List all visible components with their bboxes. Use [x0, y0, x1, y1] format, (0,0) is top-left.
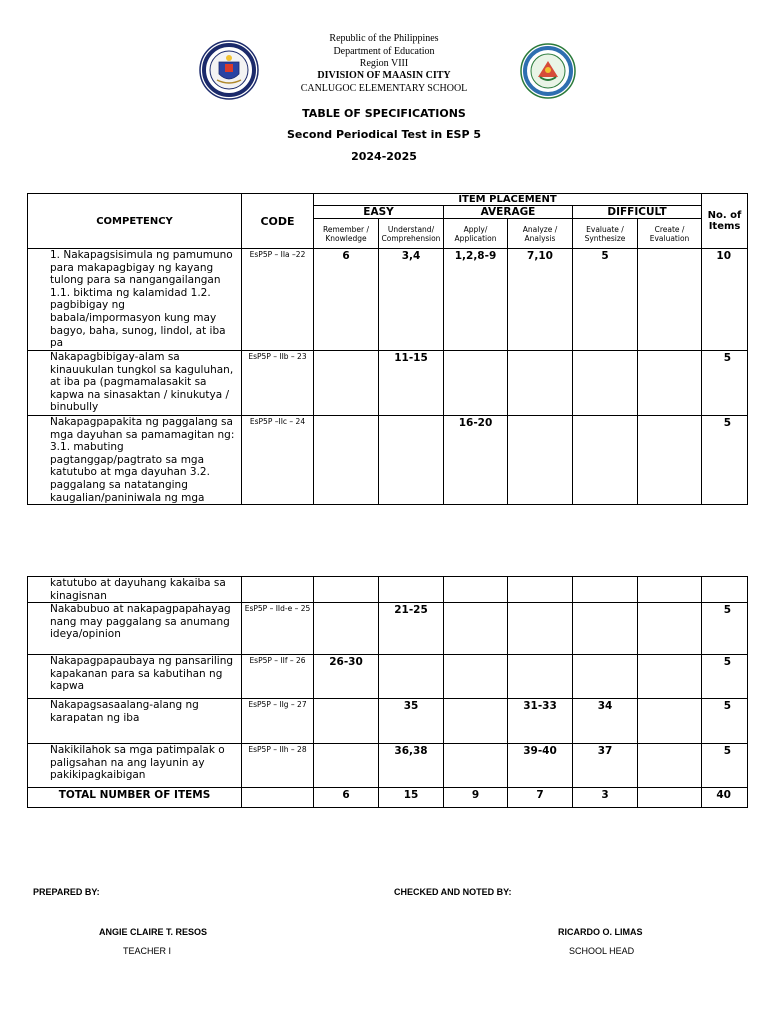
item-cell: [444, 655, 508, 699]
item-cell: [314, 577, 379, 603]
item-cell: [573, 351, 638, 416]
item-cell: 35: [379, 699, 444, 744]
item-placement-header: ITEM PLACEMENT: [314, 194, 702, 206]
row-total-cell: 10: [702, 249, 748, 351]
total-cell: 9: [444, 788, 508, 808]
apply-header: Apply/ Application: [444, 219, 508, 249]
item-cell: [573, 416, 638, 505]
item-cell: [508, 351, 573, 416]
item-cell: [314, 351, 379, 416]
checker-title: SCHOOL HEAD: [569, 946, 635, 956]
row-total-cell: 5: [702, 416, 748, 505]
school-line: CANLUGOC ELEMENTARY SCHOOL: [300, 82, 468, 94]
preparer-name: ANGIE CLAIRE T. RESOS: [99, 927, 208, 937]
total-cell: [638, 788, 702, 808]
table-row: [28, 603, 748, 655]
item-cell: [638, 699, 702, 744]
total-cell: 15: [379, 788, 444, 808]
document-title: TABLE OF SPECIFICATIONS: [302, 107, 466, 120]
item-cell: 26-30: [314, 655, 379, 699]
code-cell: [242, 577, 314, 603]
item-cell: 6: [314, 249, 379, 351]
item-cell: 16-20: [444, 416, 508, 505]
item-cell: [444, 603, 508, 655]
item-cell: [379, 655, 444, 699]
competency-cell: Nakapagsasaalang-alang ng karapatan ng iba: [28, 699, 242, 744]
competency-cell: Nakapagpapaubaya ng pansariling kapakanan para sa kabutihan ng kapwa: [28, 655, 242, 699]
row-total-cell: 5: [702, 603, 748, 655]
item-cell: [573, 655, 638, 699]
total-cell: 6: [314, 788, 379, 808]
table-row: [28, 744, 748, 788]
competency-cell: 1. Nakapagsisimula ng pamumuno para makapagbigay ng kayang tulong para sa nangangailangan 1.1. biktima ng kalamidad 1.2. pagbibigay ng babala/impormasyon kung may bagyo, baha, sunog, lindol, at iba pa: [28, 249, 242, 351]
item-cell: 7,10: [508, 249, 573, 351]
preparer-title: TEACHER I: [123, 946, 172, 956]
item-cell: [314, 416, 379, 505]
code-header: CODE: [242, 194, 314, 249]
total-cell: 3: [573, 788, 638, 808]
competency-header: COMPETENCY: [28, 194, 242, 249]
competency-cell: Nakabubuo at nakapagpapahayag nang may paggalang sa anumang ideya/opinion: [28, 603, 242, 655]
code-cell: EsP5P – IIh – 28: [242, 744, 314, 788]
specification-table: [27, 193, 748, 505]
total-row: [28, 788, 748, 808]
item-cell: [444, 351, 508, 416]
difficult-header: DIFFICULT: [573, 206, 702, 219]
item-cell: [638, 249, 702, 351]
item-cell: 36,38: [379, 744, 444, 788]
item-cell: [314, 603, 379, 655]
test-title: Second Periodical Test in ESP 5: [286, 128, 481, 141]
item-cell: [573, 577, 638, 603]
region-line: Region VIII: [359, 57, 409, 69]
item-cell: 31-33: [508, 699, 573, 744]
table-row: [28, 416, 748, 505]
department-line: Department of Education: [333, 45, 435, 57]
item-cell: [444, 699, 508, 744]
item-cell: [508, 416, 573, 505]
item-cell: [508, 577, 573, 603]
competency-cell: Nakapagbibigay-alam sa kinauukulan tungkol sa kaguluhan, at iba pa (pagmamalasakit sa kapwa na sinasaktan / kinukutya / binubully: [28, 351, 242, 416]
code-cell: EsP5P –IIc – 24: [242, 416, 314, 505]
item-cell: [379, 416, 444, 505]
competency-cell: katutubo at dayuhang kakaiba sa kinagisnan: [28, 577, 242, 603]
no-of-items-header: No. of Items: [702, 194, 748, 249]
item-cell: [508, 655, 573, 699]
table-row: [28, 577, 748, 603]
easy-header: EASY: [314, 206, 444, 219]
item-cell: [314, 744, 379, 788]
item-cell: [314, 699, 379, 744]
item-cell: [638, 603, 702, 655]
item-cell: 37: [573, 744, 638, 788]
item-cell: [638, 416, 702, 505]
total-label: TOTAL NUMBER OF ITEMS: [28, 788, 242, 808]
code-cell: EsP5P – IIb – 23: [242, 351, 314, 416]
item-cell: [379, 577, 444, 603]
grand-total: 40: [702, 788, 748, 808]
specification-table-continued: [27, 576, 748, 808]
item-cell: 39-40: [508, 744, 573, 788]
understand-header: Understand/ Comprehension: [379, 219, 444, 249]
checked-by-label: CHECKED AND NOTED BY:: [394, 887, 512, 897]
item-cell: [638, 744, 702, 788]
competency-cell: Nakikilahok sa mga patimpalak o paligsahan na ang layunin ay pakikipagkaibigan: [28, 744, 242, 788]
prepared-by-label: PREPARED BY:: [33, 887, 100, 897]
row-total-cell: 5: [702, 744, 748, 788]
item-cell: [444, 577, 508, 603]
division-line: DIVISION OF MAASIN CITY: [317, 69, 451, 81]
row-total-cell: 5: [702, 655, 748, 699]
code-cell: EsP5P – IIg – 27: [242, 699, 314, 744]
code-cell: EsP5P – IId-e – 25: [242, 603, 314, 655]
item-cell: [573, 603, 638, 655]
item-cell: [444, 744, 508, 788]
item-cell: [638, 577, 702, 603]
evaluate-header: Evaluate / Synthesize: [573, 219, 638, 249]
republic-line: Republic of the Philippines: [329, 33, 439, 44]
item-cell: 21-25: [379, 603, 444, 655]
item-cell: 34: [573, 699, 638, 744]
item-cell: [638, 351, 702, 416]
total-cell: 7: [508, 788, 573, 808]
school-year: 2024-2025: [351, 150, 417, 163]
remember-header: Remember / Knowledge: [314, 219, 379, 249]
checker-name: RICARDO O. LIMAS: [558, 927, 643, 937]
item-cell: [508, 603, 573, 655]
analyze-header: Analyze / Analysis: [508, 219, 573, 249]
row-total-cell: 5: [702, 351, 748, 416]
code-cell: EsP5P – IIa –22: [242, 249, 314, 351]
item-cell: 1,2,8-9: [444, 249, 508, 351]
row-total-cell: 5: [702, 699, 748, 744]
item-cell: [638, 655, 702, 699]
row-total-cell: [702, 577, 748, 603]
table-row: [28, 699, 748, 744]
table-row: [28, 655, 748, 699]
table-row: [28, 351, 748, 416]
item-cell: 3,4: [379, 249, 444, 351]
code-cell: EsP5P – IIf – 26: [242, 655, 314, 699]
average-header: AVERAGE: [444, 206, 573, 219]
table-row: [28, 249, 748, 351]
item-cell: 5: [573, 249, 638, 351]
item-cell: 11-15: [379, 351, 444, 416]
competency-cell: Nakapagpapakita ng paggalang sa mga dayuhan sa pamamagitan ng: 3.1. mabuting pagtanggap/pagtrato sa mga katutubo at mga dayuhan 3.2. paggalang sa natatanging kaugalian/paniniwala ng mga: [28, 416, 242, 505]
create-header: Create / Evaluation: [638, 219, 702, 249]
